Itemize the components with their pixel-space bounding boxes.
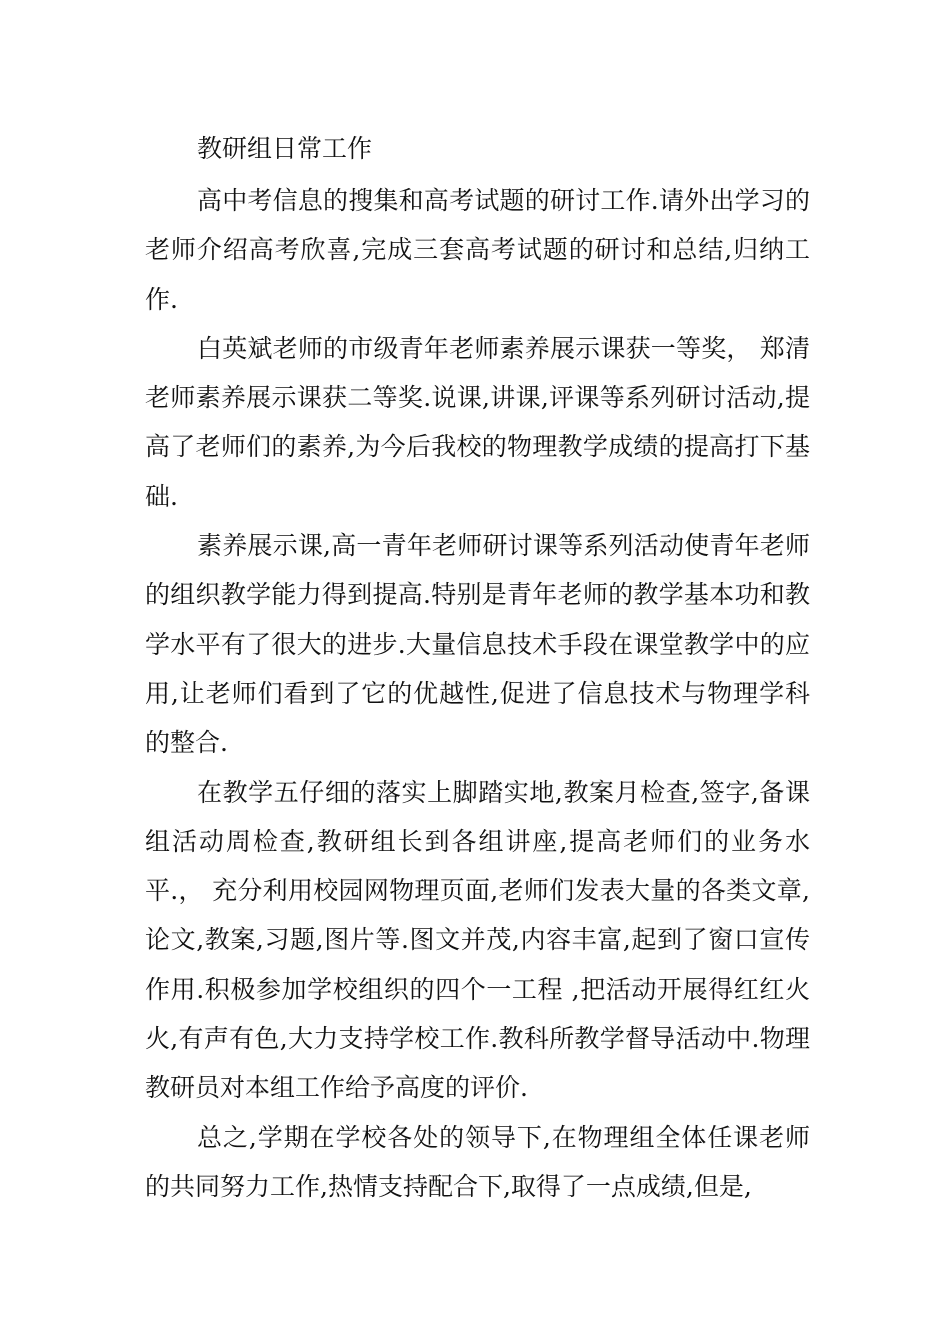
paragraph: 高中考信息的搜集和高考试题的研讨工作.请外出学习的老师介绍高考欣喜,完成三套高考试题的研讨和总结,归纳工作. [145, 186, 810, 314]
document-body [145, 122, 810, 1211]
paragraph: 白英斌老师的市级青年老师素养展示课获一等奖， 郑清老师素养展示课获二等奖.说课,讲课,评课等系列研讨活动,提高了老师们的素养,为今后我校的物理教学成绩的提高打下基础. [145, 333, 810, 511]
document-title: 教研组日常工作 [197, 134, 373, 163]
paragraph: 总之,学期在学校各处的领导下,在物理组全体任课老师的共同努力工作,热情支持配合下,取得了一点成绩,但是, [145, 1122, 810, 1201]
paragraph: 素养展示课,高一青年老师研讨课等系列活动使青年老师的组织教学能力得到提高.特别是青年老师的教学基本功和教学水平有了很大的进步.大量信息技术手段在课堂教学中的应用,让老师们看到了它的优越性,促进了信息技术与物理学科的整合. [145, 531, 810, 758]
paragraph: 在教学五仔细的落实上脚踏实地,教案月检查,签字,备课组活动周检查,教研组长到各组讲座,提高老师们的业务水平.， 充分利用校园网物理页面,老师们发表大量的各类文章,论文,教案,习题,图片等.图文并茂,内容丰富,起到了窗口宣传作用.积极参加学校组织的四个一工程 ,把活动开展得红红火火,有声有色,大力支持学校工作.教科所教学督导活动中.物理教研员对本组工作给予高度的评价. [145, 777, 810, 1103]
